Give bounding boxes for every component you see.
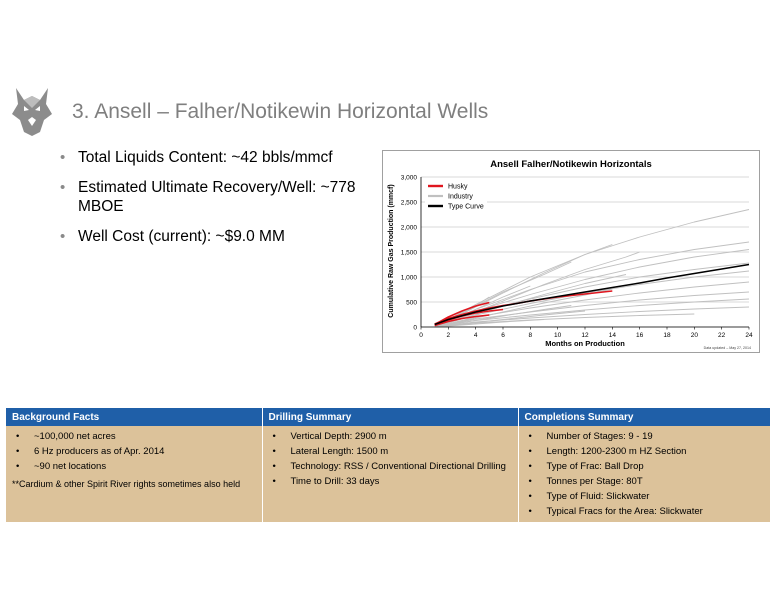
completion-fact: • Type of Frac: Ball Drop [525, 459, 764, 474]
summary-table-header [6, 408, 770, 426]
husky-logo-icon [10, 86, 54, 138]
x-tick-label: 16 [636, 332, 644, 339]
x-tick-label: 18 [663, 332, 671, 339]
background-fact: • ~90 net locations [12, 459, 256, 474]
legend-label-husky: Husky [448, 183, 468, 191]
x-tick-label: 20 [690, 332, 698, 339]
y-tick-label: 2,500 [400, 199, 417, 207]
drilling-fact: • Lateral Length: 1500 m [269, 444, 512, 459]
x-axis-label: Months on Production [545, 339, 625, 348]
completion-fact: • Number of Stages: 9 - 19 [525, 429, 764, 444]
bullet-eur: • Estimated Ultimate Recovery/Well: ~778 MBOE [60, 178, 380, 216]
x-tick-label: 8 [528, 332, 533, 339]
x-tick-label: 10 [554, 332, 562, 339]
background-note: **Cardium & other Spirit River rights sometimes also held [12, 479, 241, 489]
y-tick-label: 2,000 [400, 224, 417, 232]
y-tick-label: 3,000 [400, 174, 417, 182]
production-chart-svg [383, 151, 759, 352]
summary-table-body [6, 426, 770, 522]
x-tick-label: 4 [473, 332, 478, 339]
header-completions-summary: Completions Summary [518, 408, 770, 426]
summary-table [6, 408, 771, 522]
bullet-liquids: • Total Liquids Content: ~42 bbls/mmcf [60, 148, 380, 167]
y-tick-label: 1,000 [400, 274, 417, 282]
x-tick-label: 2 [446, 332, 451, 339]
completion-fact: • Length: 1200-2300 m HZ Section [525, 444, 764, 459]
drilling-fact: • Technology: RSS / Conventional Directional Drilling [269, 459, 512, 474]
drilling-fact: • Time to Drill: 33 days [269, 474, 512, 489]
x-tick-label: 12 [581, 332, 589, 339]
x-tick-label: 24 [745, 332, 753, 339]
x-tick-label: 22 [718, 332, 726, 339]
slide-title: 3. Ansell – Falher/Notikewin Horizontal Wells [72, 100, 489, 123]
header-drilling-summary: Drilling Summary [262, 408, 518, 426]
drilling-fact: • Vertical Depth: 2900 m [269, 429, 512, 444]
background-facts-cell [6, 426, 262, 522]
chart-footnote: Data updated – May 27, 2014 [703, 346, 751, 350]
header-background-facts: Background Facts [6, 408, 262, 426]
chart-title: Ansell Falher/Notikewin Horizontals [490, 159, 652, 170]
y-axis-label: Cumulative Raw Gas Production (mmcf) [388, 184, 395, 318]
background-fact: • ~100,000 net acres [12, 429, 256, 444]
bullet-well-cost: • Well Cost (current): ~$9.0 MM [60, 227, 380, 246]
completion-fact: • Typical Fracs for the Area: Slickwater [525, 504, 764, 519]
x-tick-label: 0 [419, 332, 423, 339]
y-tick-label: 0 [413, 324, 417, 332]
y-tick-label: 1,500 [400, 249, 417, 257]
background-fact: • 6 Hz producers as of Apr. 2014 [12, 444, 256, 459]
x-tick-label: 14 [608, 332, 616, 339]
x-tick-label: 6 [501, 332, 505, 339]
completion-fact: • Tonnes per Stage: 80T [525, 474, 764, 489]
drilling-summary-cell [262, 426, 518, 522]
production-chart [382, 150, 760, 353]
completions-summary-cell [518, 426, 770, 522]
legend-label-industry: Industry [448, 193, 473, 201]
key-metrics-list [60, 148, 380, 257]
legend-label-type: Type Curve [448, 203, 484, 211]
completion-fact: • Type of Fluid: Slickwater [525, 489, 764, 504]
y-tick-label: 500 [406, 299, 417, 307]
